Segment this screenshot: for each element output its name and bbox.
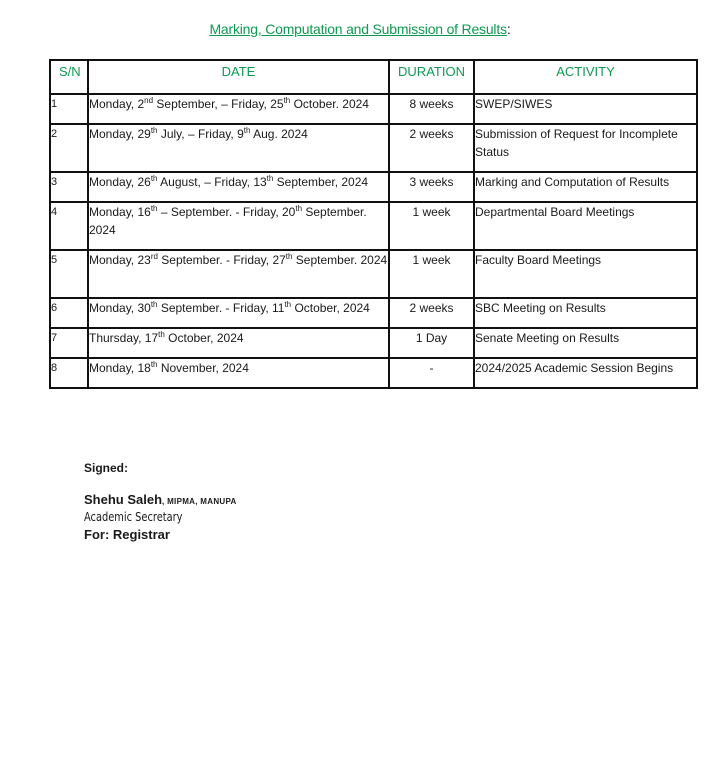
row-activity: Marking and Computation of Results — [474, 172, 697, 202]
row-duration: 2 weeks — [389, 298, 474, 328]
header-sn: S/N — [50, 60, 88, 94]
row-sn: 1 — [50, 94, 88, 124]
row-sn: 4 — [50, 202, 88, 250]
row-date: Monday, 16th – September. - Friday, 20th September. 2024 — [88, 202, 389, 250]
row-sn: 3 — [50, 172, 88, 202]
table-row — [50, 298, 697, 328]
row-duration: 2 weeks — [389, 124, 474, 172]
row-sn: 6 — [50, 298, 88, 328]
table-row — [50, 172, 697, 202]
table-row — [50, 358, 697, 388]
row-activity: Faculty Board Meetings — [474, 250, 697, 298]
signature-block — [84, 461, 237, 542]
row-sn: 5 — [50, 250, 88, 298]
row-date: Monday, 18th November, 2024 — [88, 358, 389, 388]
results-schedule-table — [49, 59, 698, 389]
row-date: Monday, 30th September. - Friday, 11th October, 2024 — [88, 298, 389, 328]
signatory-role: Academic Secretary — [84, 510, 183, 524]
header-duration: DURATION — [389, 60, 474, 94]
row-activity: SBC Meeting on Results — [474, 298, 697, 328]
row-activity: SWEP/SIWES — [474, 94, 697, 124]
row-date: Monday, 23rd September. - Friday, 27th September. 2024 — [88, 250, 389, 298]
row-activity: Senate Meeting on Results — [474, 328, 697, 358]
page-title-colon: : — [506, 21, 511, 37]
row-activity: 2024/2025 Academic Session Begins — [474, 358, 697, 388]
table-row — [50, 250, 697, 298]
row-duration: 1 Day — [389, 328, 474, 358]
signatory-for: For: Registrar — [84, 527, 170, 542]
page-title — [0, 21, 720, 37]
signed-label: Signed: — [84, 461, 128, 475]
table-header-row — [50, 60, 697, 94]
signatory-name-text: Shehu Saleh — [84, 492, 163, 507]
row-duration: 1 week — [389, 202, 474, 250]
row-duration: - — [389, 358, 474, 388]
row-activity: Submission of Request for Incomplete Status — [474, 124, 697, 172]
table-row — [50, 124, 697, 172]
row-duration: 3 weeks — [389, 172, 474, 202]
signatory-credentials: , MIPMA, MANUPA — [162, 497, 237, 506]
table-row — [50, 328, 697, 358]
row-date: Monday, 29th July, – Friday, 9th Aug. 2024 — [88, 124, 389, 172]
header-activity: ACTIVITY — [474, 60, 697, 94]
header-date: DATE — [88, 60, 389, 94]
table-row — [50, 94, 697, 124]
row-sn: 8 — [50, 358, 88, 388]
row-sn: 2 — [50, 124, 88, 172]
signatory-name — [84, 492, 237, 507]
row-date: Monday, 2nd September, – Friday, 25th October. 2024 — [88, 94, 389, 124]
row-duration: 1 week — [389, 250, 474, 298]
row-activity: Departmental Board Meetings — [474, 202, 697, 250]
page-title-text: Marking, Computation and Submission of Results — [209, 21, 507, 37]
row-date: Monday, 26th August, – Friday, 13th September, 2024 — [88, 172, 389, 202]
row-date: Thursday, 17th October, 2024 — [88, 328, 389, 358]
row-duration: 8 weeks — [389, 94, 474, 124]
table-row — [50, 202, 697, 250]
row-sn: 7 — [50, 328, 88, 358]
